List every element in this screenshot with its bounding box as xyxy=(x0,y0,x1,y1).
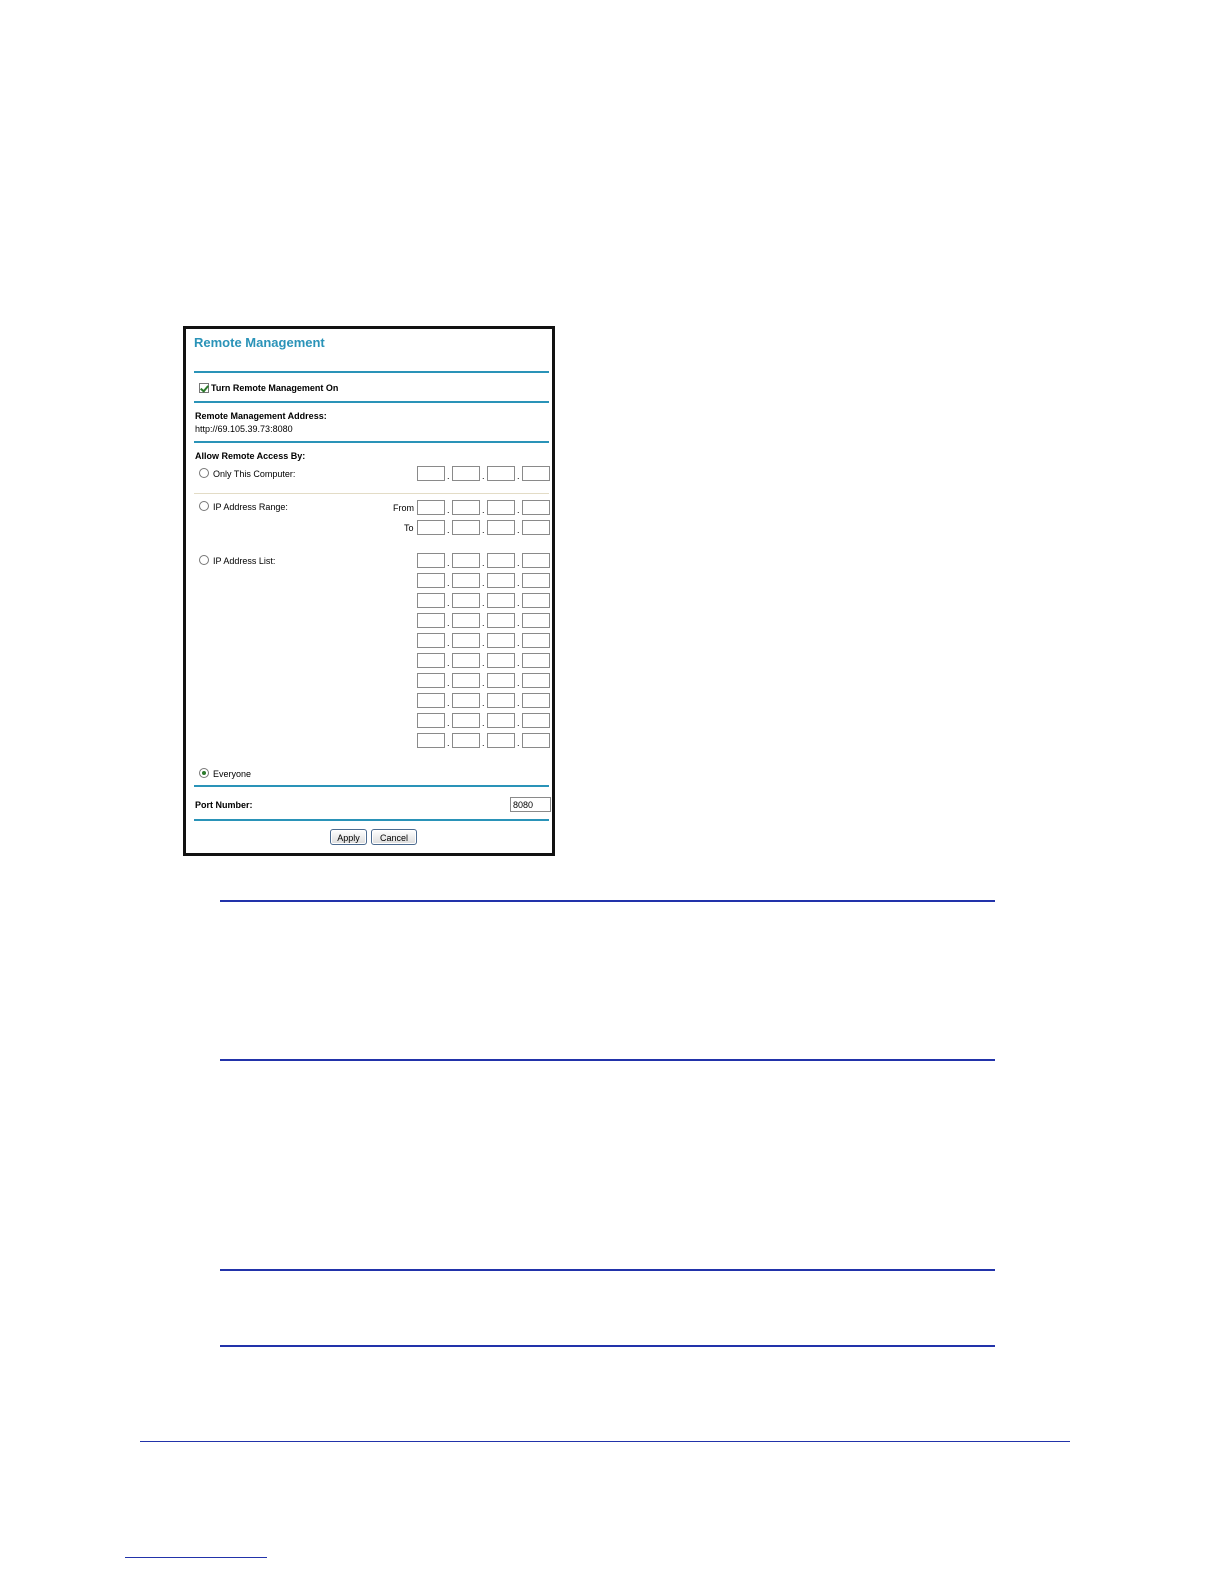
ip-octet-input[interactable] xyxy=(487,573,515,588)
ip-octet-input[interactable] xyxy=(417,653,445,668)
section-rule xyxy=(220,1059,995,1061)
ip-range-radio[interactable] xyxy=(199,501,209,511)
ip-octet-input[interactable] xyxy=(452,553,480,568)
ip-octet-input[interactable] xyxy=(522,466,550,481)
ip-octet-input[interactable] xyxy=(487,553,515,568)
divider xyxy=(194,401,549,403)
ip-octet-input[interactable] xyxy=(487,613,515,628)
ip-dot-separator: . xyxy=(447,471,450,481)
ip-dot-separator: . xyxy=(482,678,485,688)
ip-dot-separator: . xyxy=(517,658,520,668)
ip-octet-input[interactable] xyxy=(522,653,550,668)
ip-octet-input[interactable] xyxy=(487,466,515,481)
turn-on-checkbox[interactable] xyxy=(199,383,209,393)
ip-dot-separator: . xyxy=(482,505,485,515)
ip-dot-separator: . xyxy=(447,678,450,688)
everyone-radio[interactable] xyxy=(199,768,209,778)
ip-dot-separator: . xyxy=(482,698,485,708)
turn-on-label: Turn Remote Management On xyxy=(211,383,339,393)
ip-dot-separator: . xyxy=(482,618,485,628)
everyone-label: Everyone xyxy=(213,769,252,779)
ip-octet-input[interactable] xyxy=(452,573,480,588)
allow-access-label: Allow Remote Access By: xyxy=(195,451,306,461)
section-rule xyxy=(220,1345,995,1347)
ip-octet-input[interactable] xyxy=(452,693,480,708)
ip-dot-separator: . xyxy=(517,698,520,708)
ip-octet-input[interactable] xyxy=(487,693,515,708)
footer-rule xyxy=(140,1441,1070,1442)
ip-octet-input[interactable] xyxy=(522,573,550,588)
ip-octet-input[interactable] xyxy=(522,553,550,568)
ip-dot-separator: . xyxy=(517,578,520,588)
ip-dot-separator: . xyxy=(482,525,485,535)
apply-button[interactable]: Apply xyxy=(330,829,367,845)
ip-dot-separator: . xyxy=(482,558,485,568)
ip-octet-input[interactable] xyxy=(487,713,515,728)
ip-octet-input[interactable] xyxy=(487,733,515,748)
ip-octet-input[interactable] xyxy=(522,500,550,515)
ip-octet-input[interactable] xyxy=(487,633,515,648)
ip-dot-separator: . xyxy=(517,525,520,535)
ip-octet-input[interactable] xyxy=(522,613,550,628)
ip-octet-input[interactable] xyxy=(417,673,445,688)
from-label: From xyxy=(393,503,414,513)
divider xyxy=(194,441,549,443)
ip-octet-input[interactable] xyxy=(522,520,550,535)
ip-octet-input[interactable] xyxy=(522,633,550,648)
ip-octet-input[interactable] xyxy=(522,593,550,608)
remote-management-window xyxy=(183,326,555,856)
to-label: To xyxy=(404,523,414,533)
ip-dot-separator: . xyxy=(482,598,485,608)
address-label: Remote Management Address: xyxy=(195,411,327,421)
ip-octet-input[interactable] xyxy=(417,573,445,588)
ip-octet-input[interactable] xyxy=(417,466,445,481)
ip-octet-input[interactable] xyxy=(452,633,480,648)
ip-octet-input[interactable] xyxy=(417,553,445,568)
ip-octet-input[interactable] xyxy=(522,693,550,708)
ip-octet-input[interactable] xyxy=(522,713,550,728)
ip-octet-input[interactable] xyxy=(452,733,480,748)
ip-dot-separator: . xyxy=(517,618,520,628)
divider xyxy=(194,785,549,787)
ip-dot-separator: . xyxy=(482,718,485,728)
ip-dot-separator: . xyxy=(447,598,450,608)
ip-dot-separator: . xyxy=(447,558,450,568)
ip-octet-input[interactable] xyxy=(417,713,445,728)
ip-octet-input[interactable] xyxy=(452,713,480,728)
ip-dot-separator: . xyxy=(447,618,450,628)
ip-octet-input[interactable] xyxy=(452,613,480,628)
ip-octet-input[interactable] xyxy=(487,520,515,535)
ip-octet-input[interactable] xyxy=(417,693,445,708)
ip-dot-separator: . xyxy=(447,698,450,708)
ip-dot-separator: . xyxy=(482,638,485,648)
section-rule xyxy=(220,900,995,902)
ip-dot-separator: . xyxy=(517,738,520,748)
port-number-label: Port Number: xyxy=(195,800,253,810)
ip-dot-separator: . xyxy=(447,638,450,648)
ip-octet-input[interactable] xyxy=(417,520,445,535)
ip-list-label: IP Address List: xyxy=(213,556,276,566)
ip-dot-separator: . xyxy=(517,718,520,728)
ip-octet-input[interactable] xyxy=(452,466,480,481)
ip-range-label: IP Address Range: xyxy=(213,502,288,512)
ip-octet-input[interactable] xyxy=(452,500,480,515)
ip-octet-input[interactable] xyxy=(522,673,550,688)
ip-octet-input[interactable] xyxy=(452,593,480,608)
ip-dot-separator: . xyxy=(447,525,450,535)
ip-dot-separator: . xyxy=(447,718,450,728)
ip-dot-separator: . xyxy=(517,505,520,515)
page-title: Remote Management xyxy=(194,335,325,350)
ip-octet-input[interactable] xyxy=(417,593,445,608)
ip-dot-separator: . xyxy=(447,738,450,748)
ip-octet-input[interactable] xyxy=(417,633,445,648)
ip-octet-input[interactable] xyxy=(487,593,515,608)
section-rule xyxy=(220,1269,995,1271)
ip-octet-input[interactable] xyxy=(452,653,480,668)
only-this-computer-radio[interactable] xyxy=(199,468,209,478)
footnote-rule xyxy=(125,1557,267,1558)
ip-octet-input[interactable] xyxy=(452,520,480,535)
ip-dot-separator: . xyxy=(517,471,520,481)
ip-dot-separator: . xyxy=(482,658,485,668)
only-this-computer-label: Only This Computer: xyxy=(213,469,296,479)
ip-octet-input[interactable] xyxy=(522,733,550,748)
divider xyxy=(194,493,549,494)
ip-list-radio[interactable] xyxy=(199,555,209,565)
ip-octet-input[interactable] xyxy=(417,500,445,515)
divider xyxy=(194,819,549,821)
ip-dot-separator: . xyxy=(482,738,485,748)
ip-dot-separator: . xyxy=(517,638,520,648)
ip-octet-input[interactable] xyxy=(417,613,445,628)
ip-octet-input[interactable] xyxy=(452,673,480,688)
divider xyxy=(194,371,549,373)
ip-octet-input[interactable] xyxy=(487,653,515,668)
ip-dot-separator: . xyxy=(517,678,520,688)
ip-dot-separator: . xyxy=(482,471,485,481)
ip-dot-separator: . xyxy=(482,578,485,588)
ip-octet-input[interactable] xyxy=(487,673,515,688)
ip-dot-separator: . xyxy=(447,578,450,588)
ip-dot-separator: . xyxy=(447,505,450,515)
ip-octet-input[interactable] xyxy=(417,733,445,748)
address-value: http://69.105.39.73:8080 xyxy=(195,424,293,434)
ip-dot-separator: . xyxy=(447,658,450,668)
ip-dot-separator: . xyxy=(517,558,520,568)
ip-octet-input[interactable] xyxy=(487,500,515,515)
ip-dot-separator: . xyxy=(517,598,520,608)
cancel-button[interactable]: Cancel xyxy=(371,829,417,845)
port-number-input[interactable] xyxy=(510,797,551,812)
